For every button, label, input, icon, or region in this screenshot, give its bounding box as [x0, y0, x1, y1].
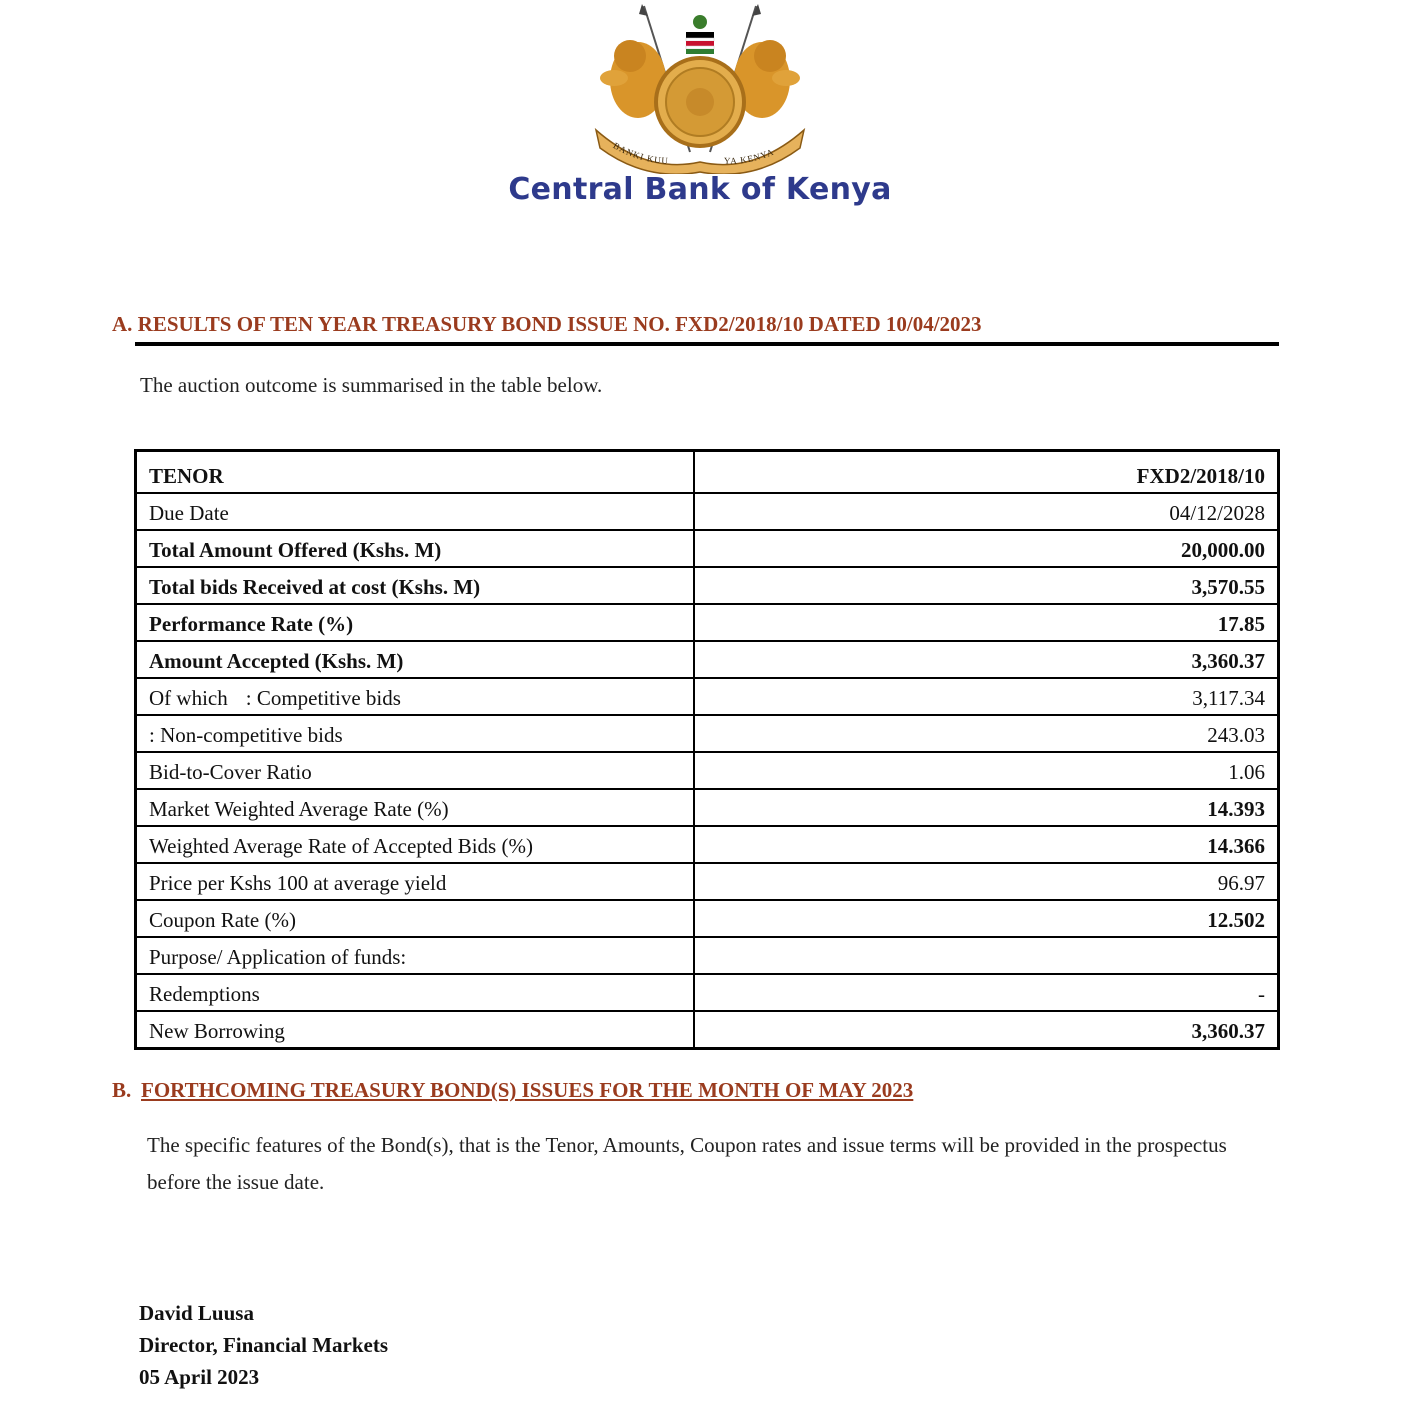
table-row [136, 678, 1279, 715]
coat-of-arms-logo [586, 2, 814, 174]
table-row [136, 604, 1279, 641]
section-a-title: A. RESULTS OF TEN YEAR TREASURY BOND ISSUE NO. FXD2/2018/10 DATED 10/04/2023 [112, 312, 982, 336]
row-value-new-borrowing: 3,360.37 [694, 1011, 1279, 1049]
table-row [136, 752, 1279, 789]
table-row [136, 863, 1279, 900]
of-which-prefix: Of which [149, 686, 228, 710]
row-label-market-weighted-rate: Market Weighted Average Rate (%) [136, 789, 695, 826]
row-label-new-borrowing: New Borrowing [136, 1011, 695, 1049]
row-value-competitive-bids: 3,117.34 [694, 678, 1279, 715]
row-value-purpose [694, 937, 1279, 974]
row-value-price-per-100: 96.97 [694, 863, 1279, 900]
row-value-weighted-accepted-rate: 14.366 [694, 826, 1279, 863]
row-value-performance-rate: 17.85 [694, 604, 1279, 641]
row-label-non-competitive-bids: : Non-competitive bids [136, 715, 695, 752]
row-value-market-weighted-rate: 14.393 [694, 789, 1279, 826]
table-header-row [136, 451, 1279, 494]
row-value-non-competitive-bids: 243.03 [694, 715, 1279, 752]
row-label-redemptions: Redemptions [136, 974, 695, 1011]
row-value-bid-to-cover: 1.06 [694, 752, 1279, 789]
row-label-purpose: Purpose/ Application of funds: [136, 937, 695, 974]
bank-name-heading: Central Bank of Kenya [508, 172, 892, 207]
table-row [136, 937, 1279, 974]
tenor-label: TENOR [136, 451, 695, 494]
table-row [136, 900, 1279, 937]
table-row [136, 974, 1279, 1011]
auction-results-table [134, 449, 1280, 1050]
section-a-divider [135, 342, 1279, 346]
row-label-weighted-accepted-rate: Weighted Average Rate of Accepted Bids (%) [136, 826, 695, 863]
table-row [136, 530, 1279, 567]
signatory-name: David Luusa [139, 1301, 254, 1325]
crest-motto-right: YA KENYA [723, 146, 776, 166]
row-value-due-date: 04/12/2028 [694, 493, 1279, 530]
section-b-body: The specific features of the Bond(s), that is the Tenor, Amounts, Coupon rates and issue terms will be provided in the prospectus before the issue date. [147, 1133, 1227, 1194]
row-label-performance-rate: Performance Rate (%) [136, 604, 695, 641]
row-label-total-offered: Total Amount Offered (Kshs. M) [136, 530, 695, 567]
tenor-value: FXD2/2018/10 [694, 451, 1279, 494]
row-value-total-offered: 20,000.00 [694, 530, 1279, 567]
row-label-competitive-bids [136, 678, 695, 715]
section-b-title: FORTHCOMING TREASURY BOND(S) ISSUES FOR THE MONTH OF MAY 2023 [141, 1078, 914, 1102]
competitive-bids-label: : Competitive bids [245, 686, 401, 710]
row-label-coupon-rate: Coupon Rate (%) [136, 900, 695, 937]
row-label-bid-to-cover: Bid-to-Cover Ratio [136, 752, 695, 789]
row-value-total-bids: 3,570.55 [694, 567, 1279, 604]
table-row [136, 1011, 1279, 1049]
row-label-amount-accepted: Amount Accepted (Kshs. M) [136, 641, 695, 678]
section-b-prefix: B. [112, 1078, 132, 1102]
table-row [136, 493, 1279, 530]
table-row [136, 789, 1279, 826]
table-row [136, 715, 1279, 752]
row-value-coupon-rate: 12.502 [694, 900, 1279, 937]
signature-block [139, 1297, 388, 1393]
signatory-position: Director, Financial Markets [139, 1333, 389, 1357]
row-value-amount-accepted: 3,360.37 [694, 641, 1279, 678]
table-row [136, 567, 1279, 604]
row-value-redemptions: - [694, 974, 1279, 1011]
row-label-price-per-100: Price per Kshs 100 at average yield [136, 863, 695, 900]
row-label-total-bids: Total bids Received at cost (Kshs. M) [136, 567, 695, 604]
table-row [136, 826, 1279, 863]
table-row [136, 641, 1279, 678]
row-label-due-date: Due Date [136, 493, 695, 530]
signature-date: 05 April 2023 [139, 1365, 260, 1389]
crest-motto-left: BANKI KUU [611, 140, 670, 166]
section-a-intro: The auction outcome is summarised in the table below. [140, 373, 603, 397]
